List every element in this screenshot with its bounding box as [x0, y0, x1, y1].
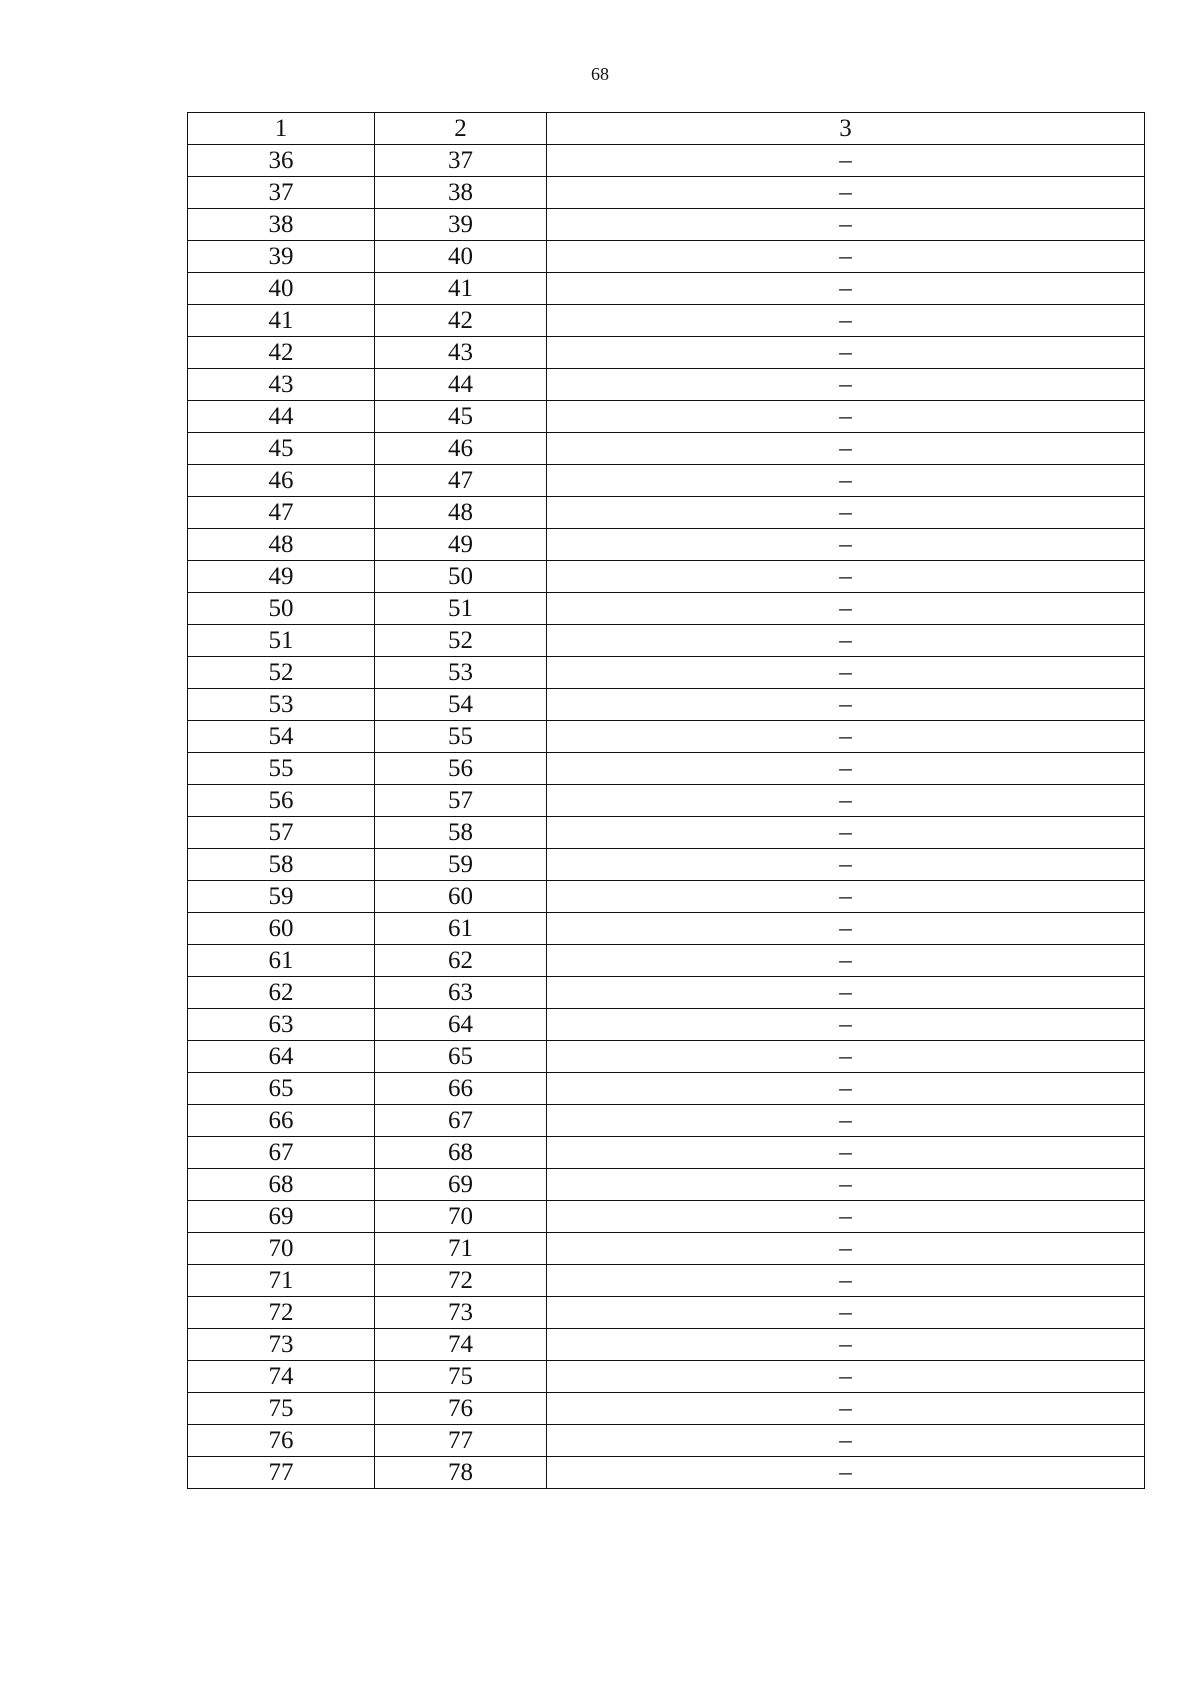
- table-cell: 54: [188, 721, 375, 753]
- table-cell: –: [547, 1041, 1145, 1073]
- table-row: [188, 593, 1145, 625]
- table-row: [188, 1329, 1145, 1361]
- table-row: [188, 753, 1145, 785]
- table-row: [188, 977, 1145, 1009]
- table-cell: 62: [375, 945, 547, 977]
- table-row: [188, 1265, 1145, 1297]
- table-row: [188, 145, 1145, 177]
- table-cell: 48: [375, 497, 547, 529]
- table-cell: 67: [375, 1105, 547, 1137]
- table-cell: 53: [188, 689, 375, 721]
- column-header: 1: [188, 113, 375, 145]
- table-row: [188, 945, 1145, 977]
- table-cell: –: [547, 241, 1145, 273]
- table-cell: –: [547, 1073, 1145, 1105]
- table-row: [188, 721, 1145, 753]
- table-cell: 60: [375, 881, 547, 913]
- table-cell: –: [547, 1329, 1145, 1361]
- table-cell: 51: [375, 593, 547, 625]
- table-row: [188, 1105, 1145, 1137]
- table-cell: 68: [375, 1137, 547, 1169]
- table-cell: –: [547, 1265, 1145, 1297]
- table-cell: –: [547, 689, 1145, 721]
- table-cell: 59: [375, 849, 547, 881]
- table-cell: –: [547, 177, 1145, 209]
- table-cell: –: [547, 1137, 1145, 1169]
- table-row: [188, 1233, 1145, 1265]
- table-row: [188, 881, 1145, 913]
- table-cell: 58: [375, 817, 547, 849]
- table-cell: 75: [188, 1393, 375, 1425]
- table-cell: 48: [188, 529, 375, 561]
- table-cell: –: [547, 337, 1145, 369]
- table-cell: 74: [188, 1361, 375, 1393]
- table-cell: 65: [188, 1073, 375, 1105]
- table-cell: 38: [375, 177, 547, 209]
- table-cell: 43: [188, 369, 375, 401]
- table-cell: 61: [188, 945, 375, 977]
- table-cell: 46: [375, 433, 547, 465]
- table-row: [188, 1009, 1145, 1041]
- table-cell: 73: [375, 1297, 547, 1329]
- table-cell: 72: [375, 1265, 547, 1297]
- table-cell: –: [547, 305, 1145, 337]
- table-row: [188, 913, 1145, 945]
- table-cell: 41: [188, 305, 375, 337]
- table-cell: 47: [375, 465, 547, 497]
- table-row: [188, 1169, 1145, 1201]
- table-cell: 50: [188, 593, 375, 625]
- table-cell: 36: [188, 145, 375, 177]
- table-row: [188, 305, 1145, 337]
- table-cell: 73: [188, 1329, 375, 1361]
- column-header: 3: [547, 113, 1145, 145]
- table-cell: 62: [188, 977, 375, 1009]
- table-cell: –: [547, 817, 1145, 849]
- table-cell: 64: [188, 1041, 375, 1073]
- table-row: [188, 625, 1145, 657]
- table-row: [188, 1393, 1145, 1425]
- table-cell: 47: [188, 497, 375, 529]
- table-cell: –: [547, 977, 1145, 1009]
- table-cell: 69: [375, 1169, 547, 1201]
- table-row: [188, 401, 1145, 433]
- table-cell: 66: [375, 1073, 547, 1105]
- table-cell: –: [547, 625, 1145, 657]
- table-cell: 78: [375, 1457, 547, 1489]
- table-row: [188, 849, 1145, 881]
- table-cell: –: [547, 1169, 1145, 1201]
- table-cell: 55: [375, 721, 547, 753]
- table-body: [188, 145, 1145, 1489]
- column-header: 2: [375, 113, 547, 145]
- table-row: [188, 817, 1145, 849]
- table-cell: –: [547, 465, 1145, 497]
- table-cell: –: [547, 945, 1145, 977]
- table-row: [188, 337, 1145, 369]
- table-row: [188, 1073, 1145, 1105]
- data-table: [187, 112, 1145, 1489]
- table-cell: 45: [375, 401, 547, 433]
- table-cell: –: [547, 881, 1145, 913]
- table-cell: –: [547, 753, 1145, 785]
- table-cell: 52: [375, 625, 547, 657]
- table-cell: –: [547, 1233, 1145, 1265]
- table-row: [188, 497, 1145, 529]
- table-cell: 40: [375, 241, 547, 273]
- table-cell: 71: [375, 1233, 547, 1265]
- table-cell: 63: [188, 1009, 375, 1041]
- table-cell: 75: [375, 1361, 547, 1393]
- table-cell: –: [547, 721, 1145, 753]
- table-cell: –: [547, 1425, 1145, 1457]
- table-cell: 49: [375, 529, 547, 561]
- table-cell: 39: [375, 209, 547, 241]
- table-cell: –: [547, 497, 1145, 529]
- table-row: [188, 433, 1145, 465]
- table-cell: –: [547, 529, 1145, 561]
- table-cell: –: [547, 1393, 1145, 1425]
- table-cell: 70: [375, 1201, 547, 1233]
- table-cell: –: [547, 593, 1145, 625]
- table-cell: –: [547, 657, 1145, 689]
- table-cell: –: [547, 1009, 1145, 1041]
- table-cell: 68: [188, 1169, 375, 1201]
- table-cell: –: [547, 561, 1145, 593]
- table-cell: 76: [375, 1393, 547, 1425]
- table-cell: 37: [188, 177, 375, 209]
- table-cell: –: [547, 145, 1145, 177]
- table-cell: –: [547, 369, 1145, 401]
- table-row: [188, 657, 1145, 689]
- table-cell: 41: [375, 273, 547, 305]
- table-cell: 54: [375, 689, 547, 721]
- table-cell: 77: [188, 1457, 375, 1489]
- table-cell: 72: [188, 1297, 375, 1329]
- table-cell: 66: [188, 1105, 375, 1137]
- table-cell: 43: [375, 337, 547, 369]
- table-row: [188, 1137, 1145, 1169]
- table-cell: –: [547, 1457, 1145, 1489]
- table-cell: 70: [188, 1233, 375, 1265]
- table-cell: –: [547, 849, 1145, 881]
- table-cell: 53: [375, 657, 547, 689]
- table-row: [188, 561, 1145, 593]
- table-cell: 46: [188, 465, 375, 497]
- table-cell: 57: [188, 817, 375, 849]
- table-cell: 52: [188, 657, 375, 689]
- table-cell: 40: [188, 273, 375, 305]
- table-cell: –: [547, 1297, 1145, 1329]
- table-cell: –: [547, 401, 1145, 433]
- table-cell: 55: [188, 753, 375, 785]
- table-cell: 77: [375, 1425, 547, 1457]
- table-cell: 42: [188, 337, 375, 369]
- table-cell: 69: [188, 1201, 375, 1233]
- table-cell: 64: [375, 1009, 547, 1041]
- table-cell: 57: [375, 785, 547, 817]
- table-cell: 56: [375, 753, 547, 785]
- table-cell: 56: [188, 785, 375, 817]
- table-row: [188, 273, 1145, 305]
- table-cell: 63: [375, 977, 547, 1009]
- table-cell: 44: [188, 401, 375, 433]
- table-cell: –: [547, 785, 1145, 817]
- table-cell: 59: [188, 881, 375, 913]
- table-cell: 65: [375, 1041, 547, 1073]
- table-cell: –: [547, 913, 1145, 945]
- table-cell: 76: [188, 1425, 375, 1457]
- table-row: [188, 1425, 1145, 1457]
- table-cell: –: [547, 433, 1145, 465]
- table-cell: 60: [188, 913, 375, 945]
- table-cell: –: [547, 1201, 1145, 1233]
- table-cell: 58: [188, 849, 375, 881]
- table-row: [188, 1201, 1145, 1233]
- table-row: [188, 465, 1145, 497]
- table-row: [188, 209, 1145, 241]
- table-cell: 39: [188, 241, 375, 273]
- page-number: 68: [591, 64, 609, 84]
- table-row: [188, 241, 1145, 273]
- table-cell: –: [547, 1105, 1145, 1137]
- table-row: [188, 369, 1145, 401]
- table-cell: 44: [375, 369, 547, 401]
- table-cell: 42: [375, 305, 547, 337]
- table-cell: 49: [188, 561, 375, 593]
- table-cell: 37: [375, 145, 547, 177]
- table-cell: 38: [188, 209, 375, 241]
- table-row: [188, 177, 1145, 209]
- table-cell: –: [547, 209, 1145, 241]
- table-cell: 74: [375, 1329, 547, 1361]
- table-row: [188, 1041, 1145, 1073]
- table-cell: 71: [188, 1265, 375, 1297]
- table-cell: 61: [375, 913, 547, 945]
- table-cell: 50: [375, 561, 547, 593]
- table-row: [188, 785, 1145, 817]
- table-cell: –: [547, 273, 1145, 305]
- table-row: [188, 529, 1145, 561]
- table-row: [188, 1361, 1145, 1393]
- table-row: [188, 1297, 1145, 1329]
- table-cell: 51: [188, 625, 375, 657]
- table-cell: 67: [188, 1137, 375, 1169]
- table-row: [188, 689, 1145, 721]
- table-cell: 45: [188, 433, 375, 465]
- table-cell: –: [547, 1361, 1145, 1393]
- table-row: [188, 1457, 1145, 1489]
- table-header-row: [188, 113, 1145, 145]
